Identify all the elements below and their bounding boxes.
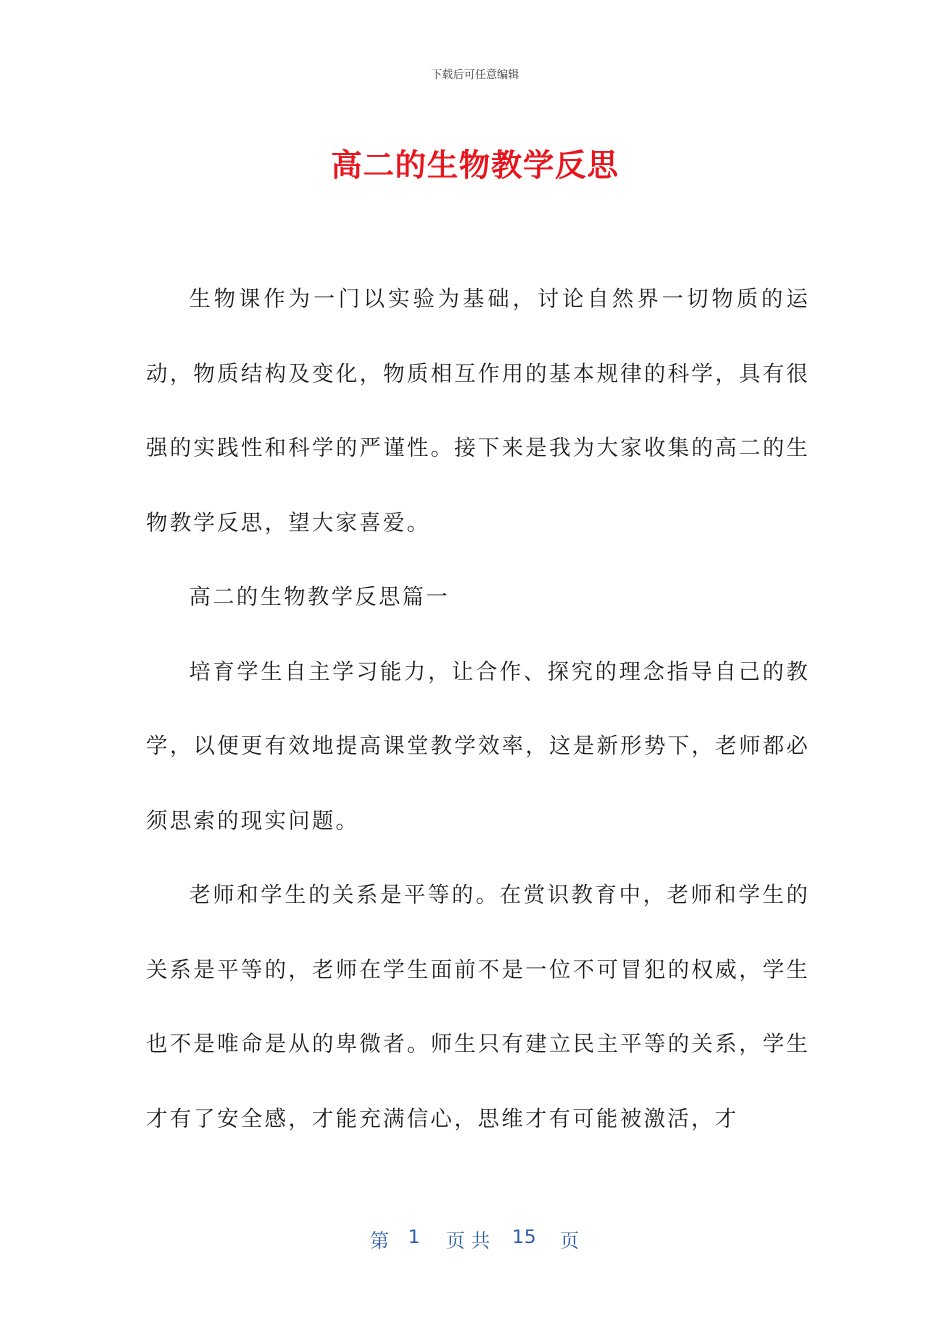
footer-total-pages: 15	[512, 1226, 537, 1248]
footer-prefix: 第	[370, 1230, 390, 1252]
footer-middle: 页 共	[446, 1230, 491, 1252]
document-body	[146, 263, 810, 1157]
paragraph-teacher-student: 老师和学生的关系是平等的。在赏识教育中，老师和学生的关系是平等的，老师在学生面前不是一位不可冒犯的权威，学生也不是唯命是从的卑微者。师生只有建立民主平等的关系，学生才有了安全感，才能充满信心，思维才有可能被激活，才	[146, 883, 810, 1132]
paragraph-intro: 生物课作为一门以实验为基础，讨论自然界一切物质的运动，物质结构及变化，物质相互作用的基本规律的科学，具有很强的实践性和科学的严谨性。接下来是我为大家收集的高二的生物教学反思，望大家喜爱。	[146, 287, 810, 536]
footer-suffix: 页	[560, 1230, 580, 1252]
section-heading: 高二的生物教学反思篇一	[189, 585, 450, 610]
footer-current-page: 1	[408, 1226, 421, 1248]
document-title: 高二的生物教学反思	[331, 148, 619, 184]
header-note: 下载后可任意编辑	[431, 68, 519, 81]
paragraph-self-learning: 培育学生自主学习能力，让合作、探究的理念指导自己的教学，以便更有效地提高课堂教学效率，这是新形势下，老师都必须思索的现实问题。	[146, 659, 810, 834]
